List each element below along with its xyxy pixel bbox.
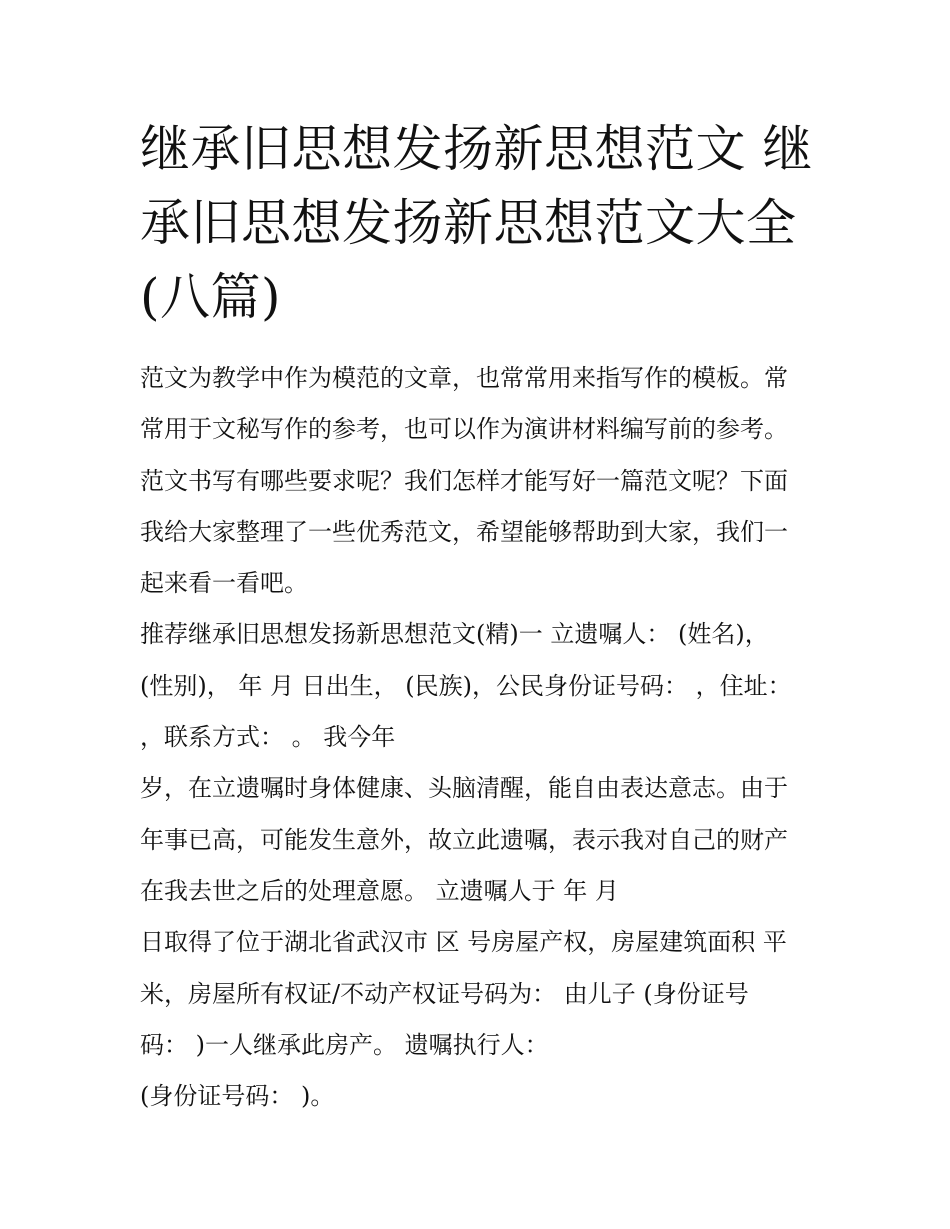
body-line: 岁，在立遗嘱时身体健康、头脑清醒，能自由表达意志。由于	[140, 774, 788, 803]
body-line: 范文书写有哪些要求呢？我们怎样才能写好一篇范文呢？下面	[140, 466, 788, 495]
title-line: 继承旧思想发扬新思想范文 继	[140, 120, 813, 178]
body-line: 起来看一看吧。	[140, 569, 308, 598]
body-line: 年事已高，可能发生意外，故立此遗嘱，表示我对自己的财产	[140, 825, 788, 854]
title-line: (八篇)	[140, 268, 282, 326]
body-line: 常用于文秘写作的参考，也可以作为演讲材料编写前的参考。	[140, 415, 788, 444]
body-line: 我给大家整理了一些优秀范文，希望能够帮助到大家，我们一	[140, 517, 788, 546]
body-line: (性别)， 年 月 日出生， (民族)，公民身份证号码： ，住址：	[140, 671, 792, 700]
body-line: 米，房屋所有权证/不动产权证号码为： 由儿子 (身份证号	[140, 979, 749, 1008]
body-line: 码： )一人继承此房产。 遗嘱执行人：	[140, 1030, 549, 1059]
body-line: (身份证号码： )。	[140, 1082, 335, 1111]
body-line: 推荐继承旧思想发扬新思想范文(精)一 立遗嘱人： (姓名)，	[140, 620, 769, 649]
document-title	[140, 112, 820, 334]
body-line: 在我去世之后的处理意愿。 立遗嘱人于 年 月	[140, 876, 619, 905]
body-line: 范文为教学中作为模范的文章，也常常用来指写作的模板。常	[140, 364, 788, 392]
body-line: ，联系方式： 。 我今年	[140, 723, 396, 752]
title-line: 承旧思想发扬新思想范文大全	[140, 194, 797, 252]
body-line: 日取得了位于湖北省武汉市 区 号房屋产权，房屋建筑面积 平	[140, 928, 787, 957]
document-body	[140, 358, 830, 1127]
